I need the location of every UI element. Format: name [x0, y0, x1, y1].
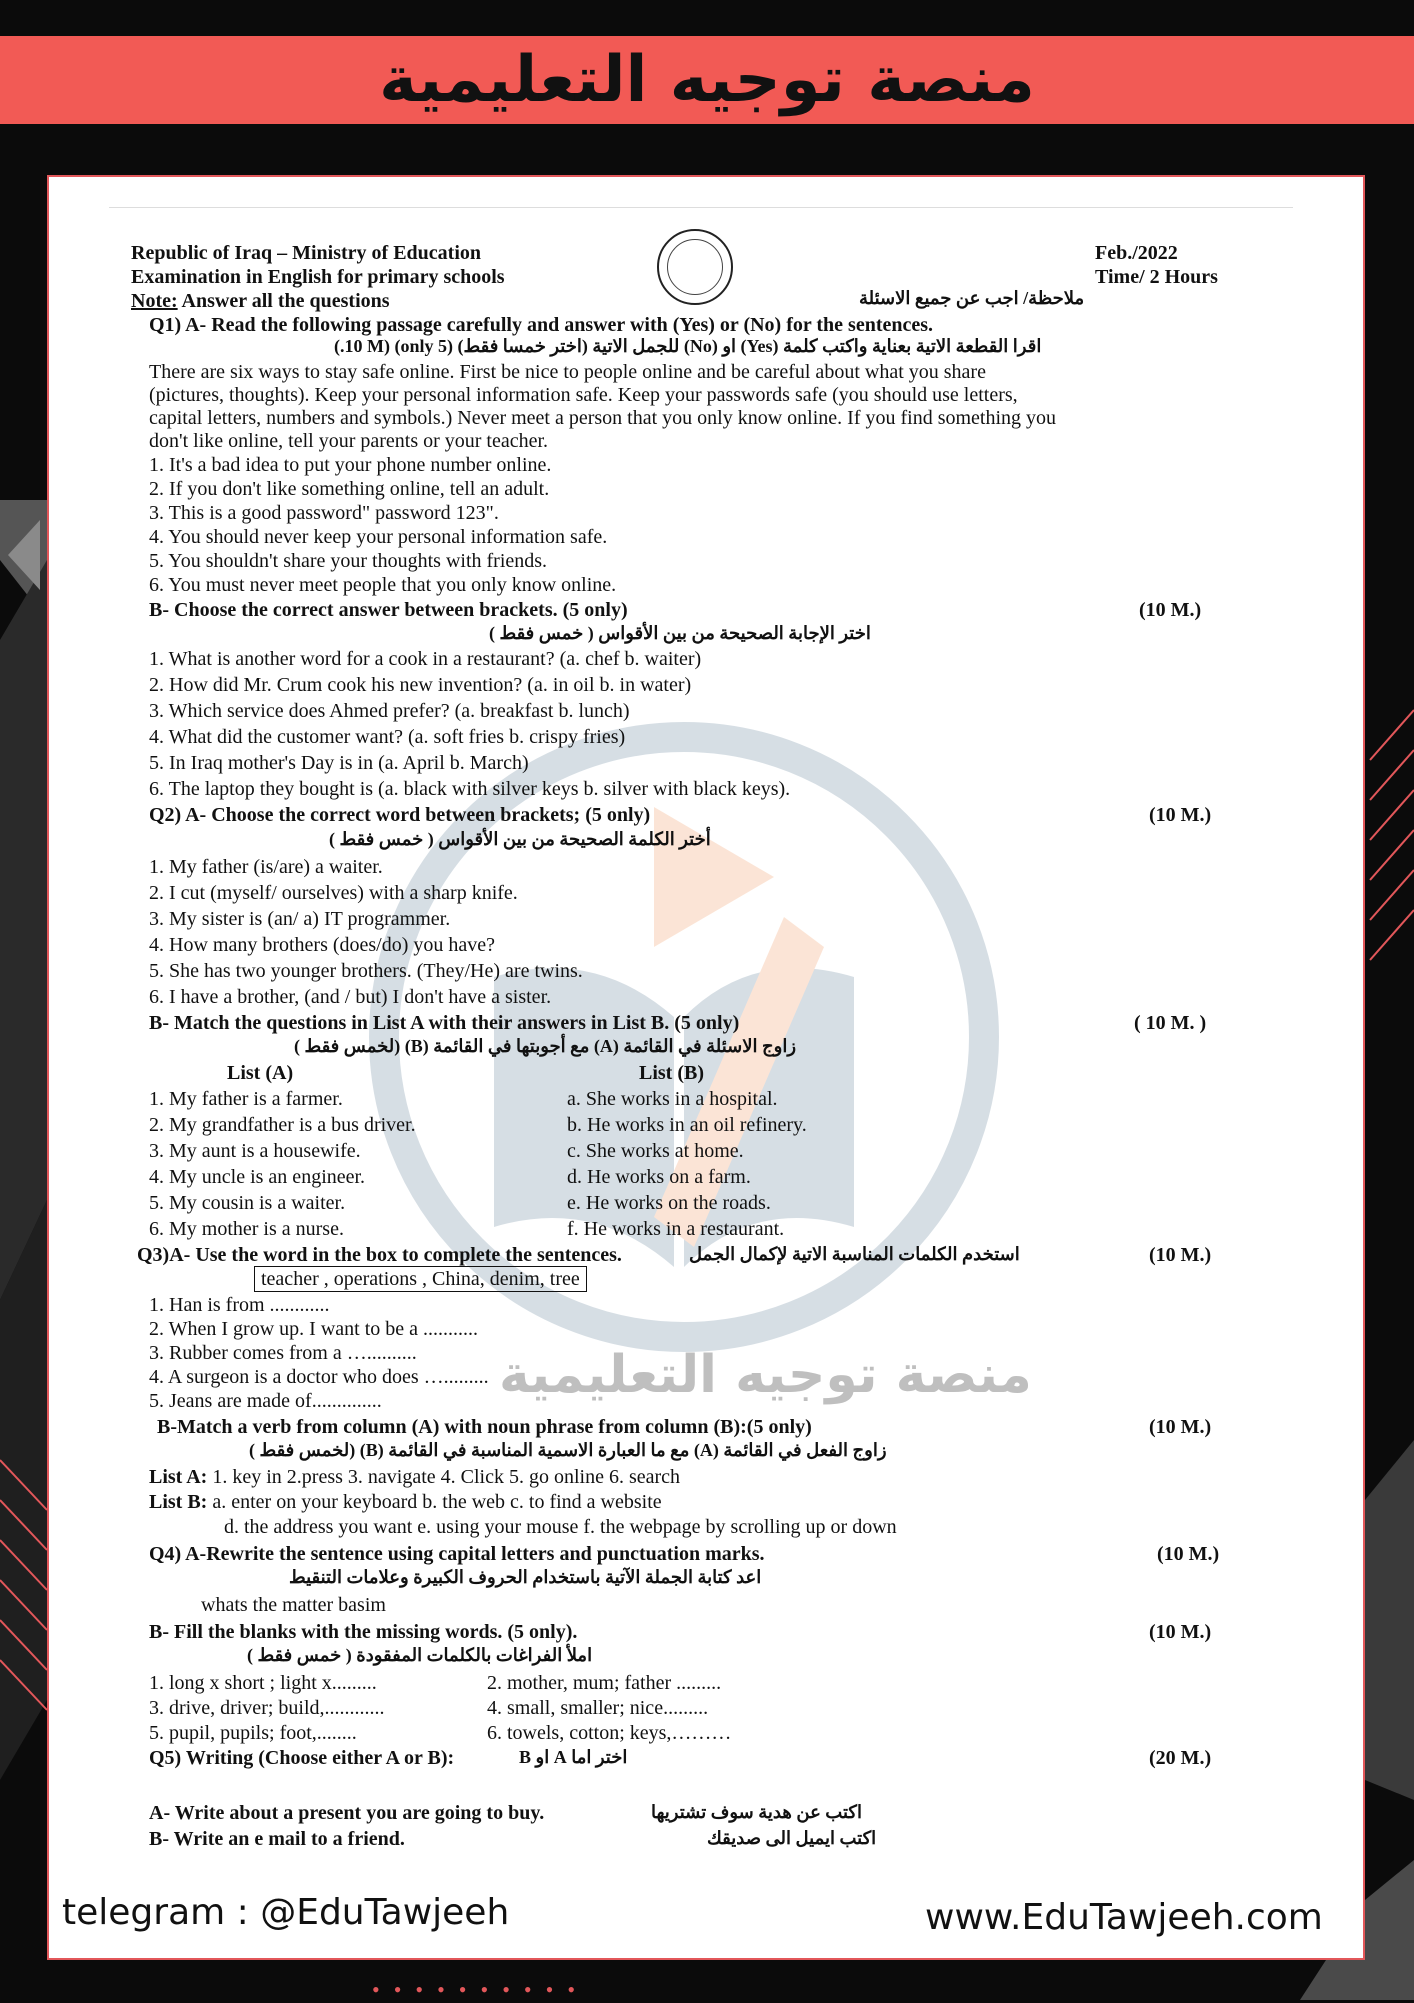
q2-a-marks: (10 M.)	[1149, 804, 1212, 826]
q1-b-item: 5. In Iraq mother's Day is in (a. April b. March)	[149, 752, 529, 774]
q1-b-item: 1. What is another word for a cook in a restaurant? (a. chef b. waiter)	[149, 648, 702, 670]
q2-b-ar: زاوج الاسئلة في القائمة (A) مع أجوبتها في القائمة (B) (لخمس فقط )	[294, 1036, 797, 1056]
q5-b-ar: اكتب ايميل الى صديقك	[707, 1828, 877, 1848]
q4-b-item: 5. pupil, pupils; foot,........	[149, 1722, 357, 1744]
header-left-1: Republic of Iraq – Ministry of Education	[131, 242, 482, 264]
q4-a-marks: (10 M.)	[1157, 1543, 1220, 1565]
header-left-2: Examination in English for primary schools	[131, 266, 505, 288]
header-note-ar: ملاحظة/ اجب عن جميع الاسئلة	[859, 288, 1085, 308]
banner-title: منصة توجيه التعليمية	[379, 43, 1035, 117]
watermark-text: منصة توجيه التعليمية	[499, 1345, 1032, 1405]
q3-a-item: 3. Rubber comes from a …..........	[149, 1342, 417, 1364]
q5-a-ar: اكتب عن هدية سوف تشتريها	[651, 1802, 862, 1822]
q1-item: 4. You should never keep your personal information safe.	[149, 526, 608, 548]
q4-b-marks: (10 M.)	[1149, 1621, 1212, 1643]
list-b-item: f. He works in a restaurant.	[567, 1218, 785, 1240]
q2-a-item: 2. I cut (myself/ ourselves) with a sharp knife.	[149, 882, 518, 904]
q3-a-item: 1. Han is from ............	[149, 1294, 330, 1316]
footer-telegram[interactable]: telegram : @EduTawjeeh	[62, 1892, 510, 1933]
header-time: Time/ 2 Hours	[1095, 266, 1218, 288]
q4-b-item: 3. drive, driver; build,............	[149, 1697, 385, 1719]
q3-b-title: B-Match a verb from column (A) with noun phrase from column (B):(5 only)	[157, 1416, 812, 1438]
q2-a-item: 3. My sister is (an/ a) IT programmer.	[149, 908, 451, 930]
q1-passage-3: capital letters, numbers and symbols.) Never meet a person that you only know online. If you find something you	[149, 407, 1057, 429]
list-a-item: 4. My uncle is an engineer.	[149, 1166, 366, 1188]
q3-list-a: List A: 1. key in 2.press 3. navigate 4. Click 5. go online 6. search	[149, 1466, 681, 1488]
header-note: Note: Answer all the questions	[131, 290, 390, 312]
q3-b-marks: (10 M.)	[1149, 1416, 1212, 1438]
q1-passage-4: don't like online, tell your parents or your teacher.	[149, 430, 549, 452]
q3-a-item: 4. A surgeon is a doctor who does ….........	[149, 1366, 489, 1388]
q1-b-item: 6. The laptop they bought is (a. black with silver keys b. silver with black keys).	[149, 778, 791, 800]
q1-b-item: 2. How did Mr. Crum cook his new invention? (a. in oil b. in water)	[149, 674, 692, 696]
q2-b-title: B- Match the questions in List A with their answers in List B. (5 only)	[149, 1012, 740, 1034]
q5-title-ar: اختر اما A او B	[519, 1747, 628, 1767]
q4-b-ar: املأ الفراغات بالكلمات المفقودة ( خمس فقط )	[247, 1645, 593, 1665]
q1-item: 3. This is a good password" password 123".	[149, 502, 499, 524]
q3-a-marks: (10 M.)	[1149, 1244, 1212, 1266]
q3-a-ar: استخدم الكلمات المناسبة الاتية لإكمال الجمل	[689, 1244, 1020, 1264]
q2-a-ar: أختر الكلمة الصحيحة من بين الأقواس ( خمس فقط )	[329, 829, 711, 849]
q5-title: Q5) Writing (Choose either A or B):	[149, 1747, 455, 1769]
q2-a-item: 6. I have a brother, (and / but) I don't have a sister.	[149, 986, 552, 1008]
list-b-item: c. She works at home.	[567, 1140, 744, 1162]
q5-a: A- Write about a present you are going to buy.	[149, 1802, 545, 1824]
q2-a-item: 5. She has two younger brothers. (They/He) are twins.	[149, 960, 583, 982]
q1-b-item: 4. What did the customer want? (a. soft fries b. crispy fries)	[149, 726, 626, 748]
q1-a-ar: اقرا القطعة الاتية بعناية واكتب كلمة (Yes) او (No) للجمل الاتية (اختر خمسا فقط) (5 only) (10 M.)	[334, 336, 1042, 356]
ministry-seal	[657, 229, 733, 305]
q1-a-title: Q1) A- Read the following passage carefully and answer with (Yes) or (No) for the sentences.	[149, 314, 934, 336]
top-rule	[109, 207, 1293, 208]
exam-paper	[47, 175, 1365, 1960]
list-a-item: 2. My grandfather is a bus driver.	[149, 1114, 416, 1136]
q1-b-ar: اختر الإجابة الصحيحة من بين الأقواس ( خمس فقط )	[489, 623, 871, 643]
q3-list-b-2: d. the address you want e. using your mouse f. the webpage by scrolling up or down	[224, 1516, 897, 1538]
q2-a-item: 4. How many brothers (does/do) you have?	[149, 934, 496, 956]
q4-a-title: Q4) A-Rewrite the sentence using capital letters and punctuation marks.	[149, 1543, 765, 1565]
list-a-item: 6. My mother is a nurse.	[149, 1218, 344, 1240]
list-b-item: b. He works in an oil refinery.	[567, 1114, 807, 1136]
q3-b-ar: زاوج الفعل في القائمة (A) مع ما العبارة الاسمية المناسبة في القائمة (B) (لخمس فقط )	[249, 1440, 887, 1460]
q1-item: 2. If you don't like something online, tell an adult.	[149, 478, 550, 500]
q4-b-title: B- Fill the blanks with the missing words. (5 only).	[149, 1621, 578, 1643]
header-date: Feb./2022	[1095, 242, 1178, 264]
q3-a-item: 5. Jeans are made of..............	[149, 1390, 382, 1412]
list-a-item: 5. My cousin is a waiter.	[149, 1192, 346, 1214]
list-b-item: d. He works on a farm.	[567, 1166, 751, 1188]
q2-a-title: Q2) A- Choose the correct word between brackets; (5 only)	[149, 804, 651, 826]
list-b-head: List (B)	[639, 1062, 704, 1084]
list-a-item: 3. My aunt is a housewife.	[149, 1140, 361, 1162]
q3-list-b: List B: a. enter on your keyboard b. the web c. to find a website	[149, 1491, 662, 1513]
q4-b-item: 2. mother, mum; father .........	[487, 1672, 722, 1694]
q4-b-item: 4. small, smaller; nice.........	[487, 1697, 709, 1719]
q1-b-title: B- Choose the correct answer between brackets. (5 only)	[149, 599, 628, 621]
q5-marks: (20 M.)	[1149, 1747, 1212, 1769]
word-box: teacher , operations , China, denim, tree	[254, 1269, 587, 1289]
q3-a-item: 2. When I grow up. I want to be a ...........	[149, 1318, 479, 1340]
q2-a-item: 1. My father (is/are) a waiter.	[149, 856, 383, 878]
q2-b-marks: ( 10 M. )	[1134, 1012, 1207, 1034]
q1-item: 6. You must never meet people that you only know online.	[149, 574, 617, 596]
decorative-dots: ••••••••••	[372, 1977, 590, 2002]
q1-passage-1: There are six ways to stay safe online. First be nice to people online and be careful about what you share	[149, 361, 986, 383]
q4-b-item: 6. towels, cotton; keys,………	[487, 1722, 732, 1744]
q3-a-title: Q3)A- Use the word in the box to complete the sentences.	[137, 1244, 622, 1266]
q1-passage-2: (pictures, thoughts). Keep your personal information safe. Keep your passwords safe (you should use letters,	[149, 384, 1018, 406]
q5-b: B- Write an e mail to a friend.	[149, 1828, 405, 1850]
list-b-item: a. She works in a hospital.	[567, 1088, 778, 1110]
q4-a-sentence: whats the matter basim	[201, 1594, 386, 1616]
list-a-item: 1. My father is a farmer.	[149, 1088, 343, 1110]
q4-b-item: 1. long x short ; light x.........	[149, 1672, 377, 1694]
q1-b-item: 3. Which service does Ahmed prefer? (a. breakfast b. lunch)	[149, 700, 630, 722]
footer-website[interactable]: www.EduTawjeeh.com	[925, 1897, 1323, 1938]
list-b-item: e. He works on the roads.	[567, 1192, 771, 1214]
q1-item: 5. You shouldn't share your thoughts with friends.	[149, 550, 548, 572]
q1-b-marks: (10 M.)	[1139, 599, 1202, 621]
q4-a-ar: اعد كتابة الجملة الآتية باستخدام الحروف الكبيرة وعلامات التنقيط	[289, 1567, 762, 1587]
q1-item: 1. It's a bad idea to put your phone number online.	[149, 454, 552, 476]
list-a-head: List (A)	[227, 1062, 294, 1084]
